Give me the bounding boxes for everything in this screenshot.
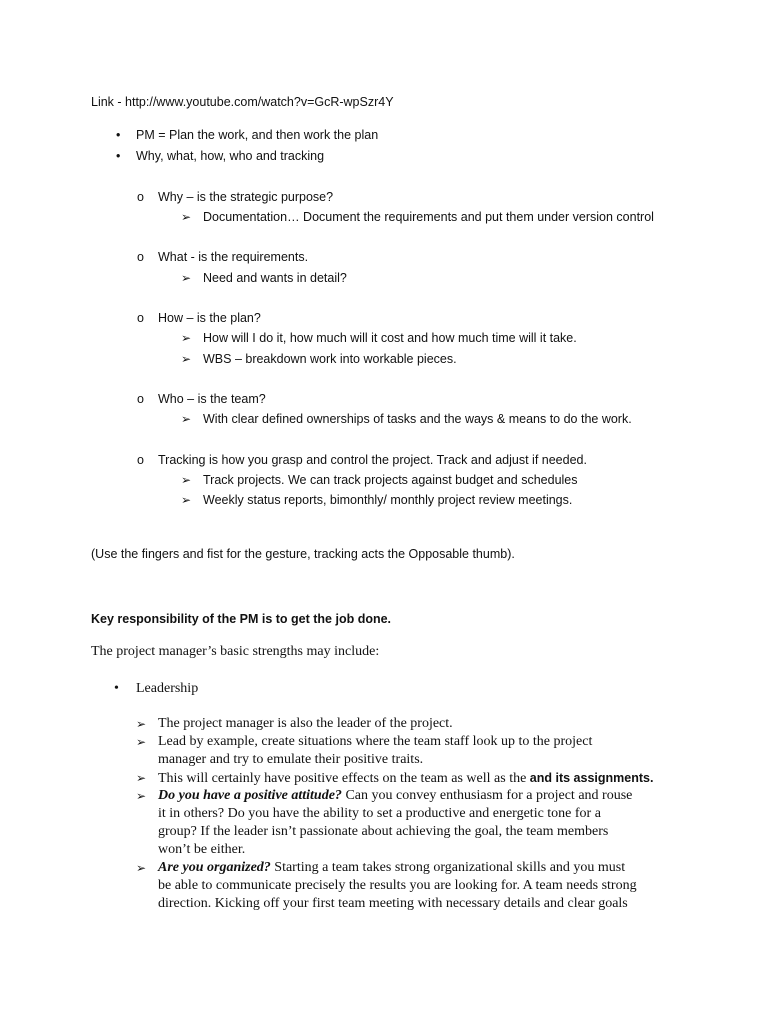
leadership-point-5-text: Starting a team takes strong organizational skills and you must <box>270 860 626 875</box>
arrow-bullet: ➢ <box>136 861 147 875</box>
leadership-point-4-text: Can you convey enthusiasm for a project and rouse <box>341 788 633 803</box>
leadership-point-3-text: This will certainly have positive effects on the team as well as the <box>158 771 530 786</box>
section-who-item-1: With clear defined ownerships of tasks and the ways & means to do the work. <box>203 412 632 426</box>
bullet-circle: o <box>137 250 144 264</box>
bullet-dot: • <box>116 149 121 163</box>
bullet-dot: • <box>116 128 121 142</box>
leadership-point-2-line-1: Lead by example, create situations where the team staff look up to the project <box>158 734 593 749</box>
leadership-point-4-line-1 <box>158 787 632 805</box>
gesture-note: (Use the fingers and fist for the gesture, tracking acts the Opposable thumb). <box>91 547 515 561</box>
leadership-point-5-bold: Are you organized? <box>158 860 271 875</box>
key-responsibility: Key responsibility of the PM is to get the job done. <box>91 612 392 626</box>
bullet-circle: o <box>137 311 144 325</box>
arrow-bullet: ➢ <box>136 717 147 731</box>
section-what-item-1: Need and wants in detail? <box>203 271 347 285</box>
arrow-bullet: ➢ <box>181 412 192 426</box>
strengths-intro: The project manager’s basic strengths may include: <box>91 644 380 659</box>
leadership-point-5-line-2: be able to communicate precisely the results you are looking for. A team needs strong <box>158 878 637 893</box>
leadership-point-5-line-3: direction. Kicking off your first team meeting with necessary details and clear goals <box>158 896 628 911</box>
section-how-item-2: WBS – breakdown work into workable pieces. <box>203 352 457 366</box>
top-bullet-2: Why, what, how, who and tracking <box>136 149 325 163</box>
leadership-point-2-line-2: manager and try to emulate their positive traits. <box>158 752 424 767</box>
arrow-bullet: ➢ <box>181 271 192 285</box>
arrow-bullet: ➢ <box>181 352 192 366</box>
leadership-point-4-bold: Do you have a positive attitude? <box>158 788 342 803</box>
leadership-point-1: The project manager is also the leader of the project. <box>158 716 453 731</box>
leadership-point-4-line-4: won’t be either. <box>158 842 246 857</box>
arrow-bullet: ➢ <box>181 331 192 345</box>
arrow-bullet: ➢ <box>136 789 147 803</box>
arrow-bullet: ➢ <box>136 735 147 749</box>
bullet-dot: • <box>114 681 119 696</box>
leadership-point-3 <box>158 769 653 788</box>
bullet-circle: o <box>137 392 144 406</box>
arrow-bullet: ➢ <box>181 473 192 487</box>
link-line: Link - http://www.youtube.com/watch?v=GcR-wpSzr4Y <box>91 95 394 109</box>
section-tracking-item-2: Weekly status reports, bimonthly/ monthly project review meetings. <box>203 493 573 507</box>
section-why-heading: Why – is the strategic purpose? <box>158 190 334 204</box>
bullet-circle: o <box>137 453 144 467</box>
top-bullet-1: PM = Plan the work, and then work the plan <box>136 128 379 142</box>
section-why-item-1: Documentation… Document the requirements and put them under version control <box>203 210 654 224</box>
section-how-heading: How – is the plan? <box>158 311 261 325</box>
section-how-item-1: How will I do it, how much will it cost and how much time will it take. <box>203 331 577 345</box>
section-what-heading: What - is the requirements. <box>158 250 309 264</box>
leadership-point-4-line-2: it in others? Do you have the ability to set a productive and energetic tone for a <box>158 806 601 821</box>
bullet-circle: o <box>137 190 144 204</box>
arrow-bullet: ➢ <box>181 493 192 507</box>
leadership-point-3-bold: and its assignments. <box>529 771 654 785</box>
leadership-heading: Leadership <box>136 681 199 696</box>
arrow-bullet: ➢ <box>136 771 147 785</box>
leadership-point-5-line-1 <box>158 859 625 877</box>
leadership-point-4-line-3: group? If the leader isn’t passionate about achieving the goal, the team members <box>158 824 609 839</box>
section-who-heading: Who – is the team? <box>158 392 266 406</box>
section-tracking-heading: Tracking is how you grasp and control the project. Track and adjust if needed. <box>158 453 587 467</box>
arrow-bullet: ➢ <box>181 210 192 224</box>
section-tracking-item-1: Track projects. We can track projects against budget and schedules <box>203 473 578 487</box>
